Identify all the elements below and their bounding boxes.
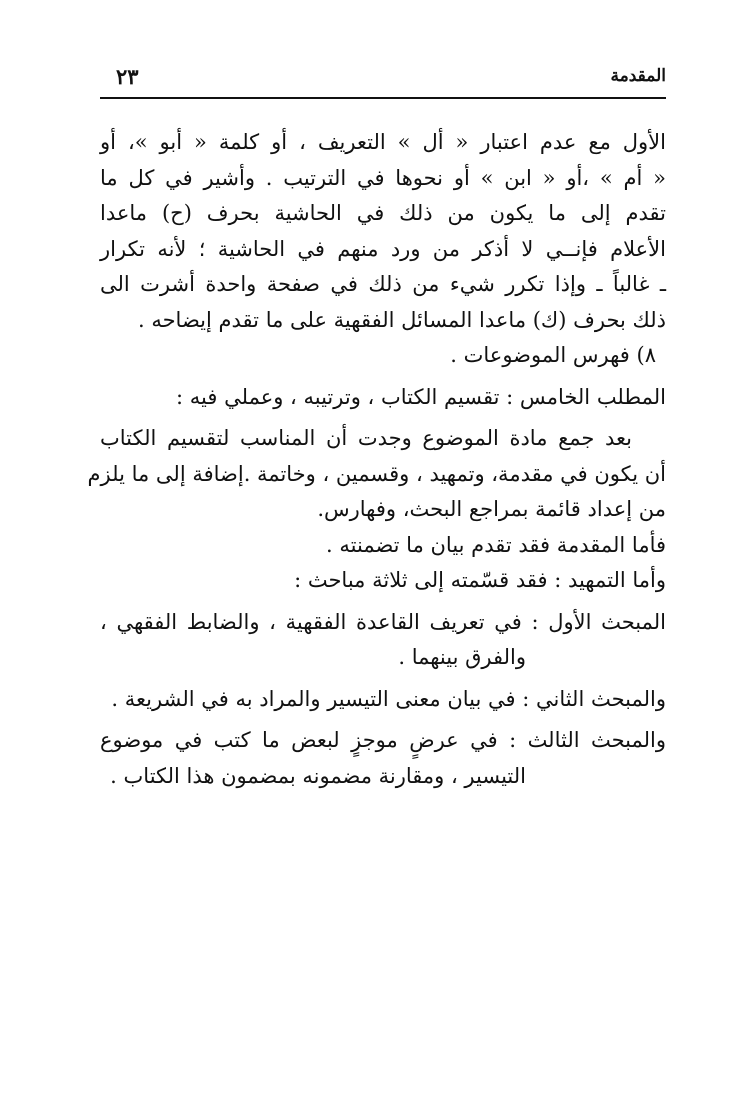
chapter-title: المقدمة bbox=[610, 66, 666, 86]
text-line: الأول مع عدم اعتبار « أل » التعريف ، أو كلمة « أبو »، أو bbox=[100, 130, 666, 154]
text-line: « أم » ،أو « ابن » أو نحوها في الترتيب . وأشير في كل ما bbox=[100, 165, 666, 190]
text-line: والمبحث الثاني : في بيان معنى التيسير والمراد به في الشريعة . bbox=[111, 686, 666, 711]
body-text bbox=[87, 125, 666, 794]
section-heading: المطلب الخامس : تقسيم الكتاب ، وترتيبه ، وعملي فيه : bbox=[176, 384, 666, 409]
text-line: المبحث الأول : في تعريف القاعدة الفقهية ، والضابط الفقهي ، bbox=[100, 609, 666, 634]
text-line: ذلك بحرف (ك) ماعدا المسائل الفقهية على ما تقدم إيضاحه . bbox=[137, 307, 666, 332]
list-item: ٨) فهرس الموضوعات . bbox=[450, 343, 656, 367]
header-divider bbox=[100, 97, 666, 99]
text-line: التيسير ، ومقارنة مضمونه بمضمون هذا الكتاب . bbox=[110, 763, 526, 788]
text-line: فأما المقدمة فقد تقدم بيان ما تضمنته . bbox=[326, 532, 666, 557]
running-head bbox=[100, 58, 666, 92]
text-line: والفرق بينهما . bbox=[398, 645, 526, 669]
text-line: ـ غالباً ـ وإذا تكرر شيء من ذلك في صفحة واحدة أشرت الى bbox=[100, 272, 666, 296]
text-line: من إعداد قائمة بمراجع البحث، وفهارس. bbox=[317, 497, 666, 521]
text-line: وأما التمهيد : فقد قسّمته إلى ثلاثة مباحث : bbox=[294, 568, 666, 592]
text-line: تقدم إلى ما يكون من ذلك في الحاشية بحرف (ح) ماعدا bbox=[100, 201, 666, 225]
text-line: أن يكون في مقدمة، وتمهيد ، وقسمين ، وخاتمة .إضافة إلى ما يلزم bbox=[87, 461, 666, 486]
text-line: بعد جمع مادة الموضوع وجدت أن المناسب لتقسيم الكتاب bbox=[100, 426, 632, 450]
text-line: والمبحث الثالث : في عرضٍ موجزٍ لبعض ما كتب في موضوع bbox=[100, 728, 666, 752]
page-number: ٢٣ bbox=[116, 64, 139, 89]
text-line: الأعلام فإنــي لا أذكر من ورد منهم في الحاشية ؛ لأنه تكرار bbox=[100, 236, 666, 261]
